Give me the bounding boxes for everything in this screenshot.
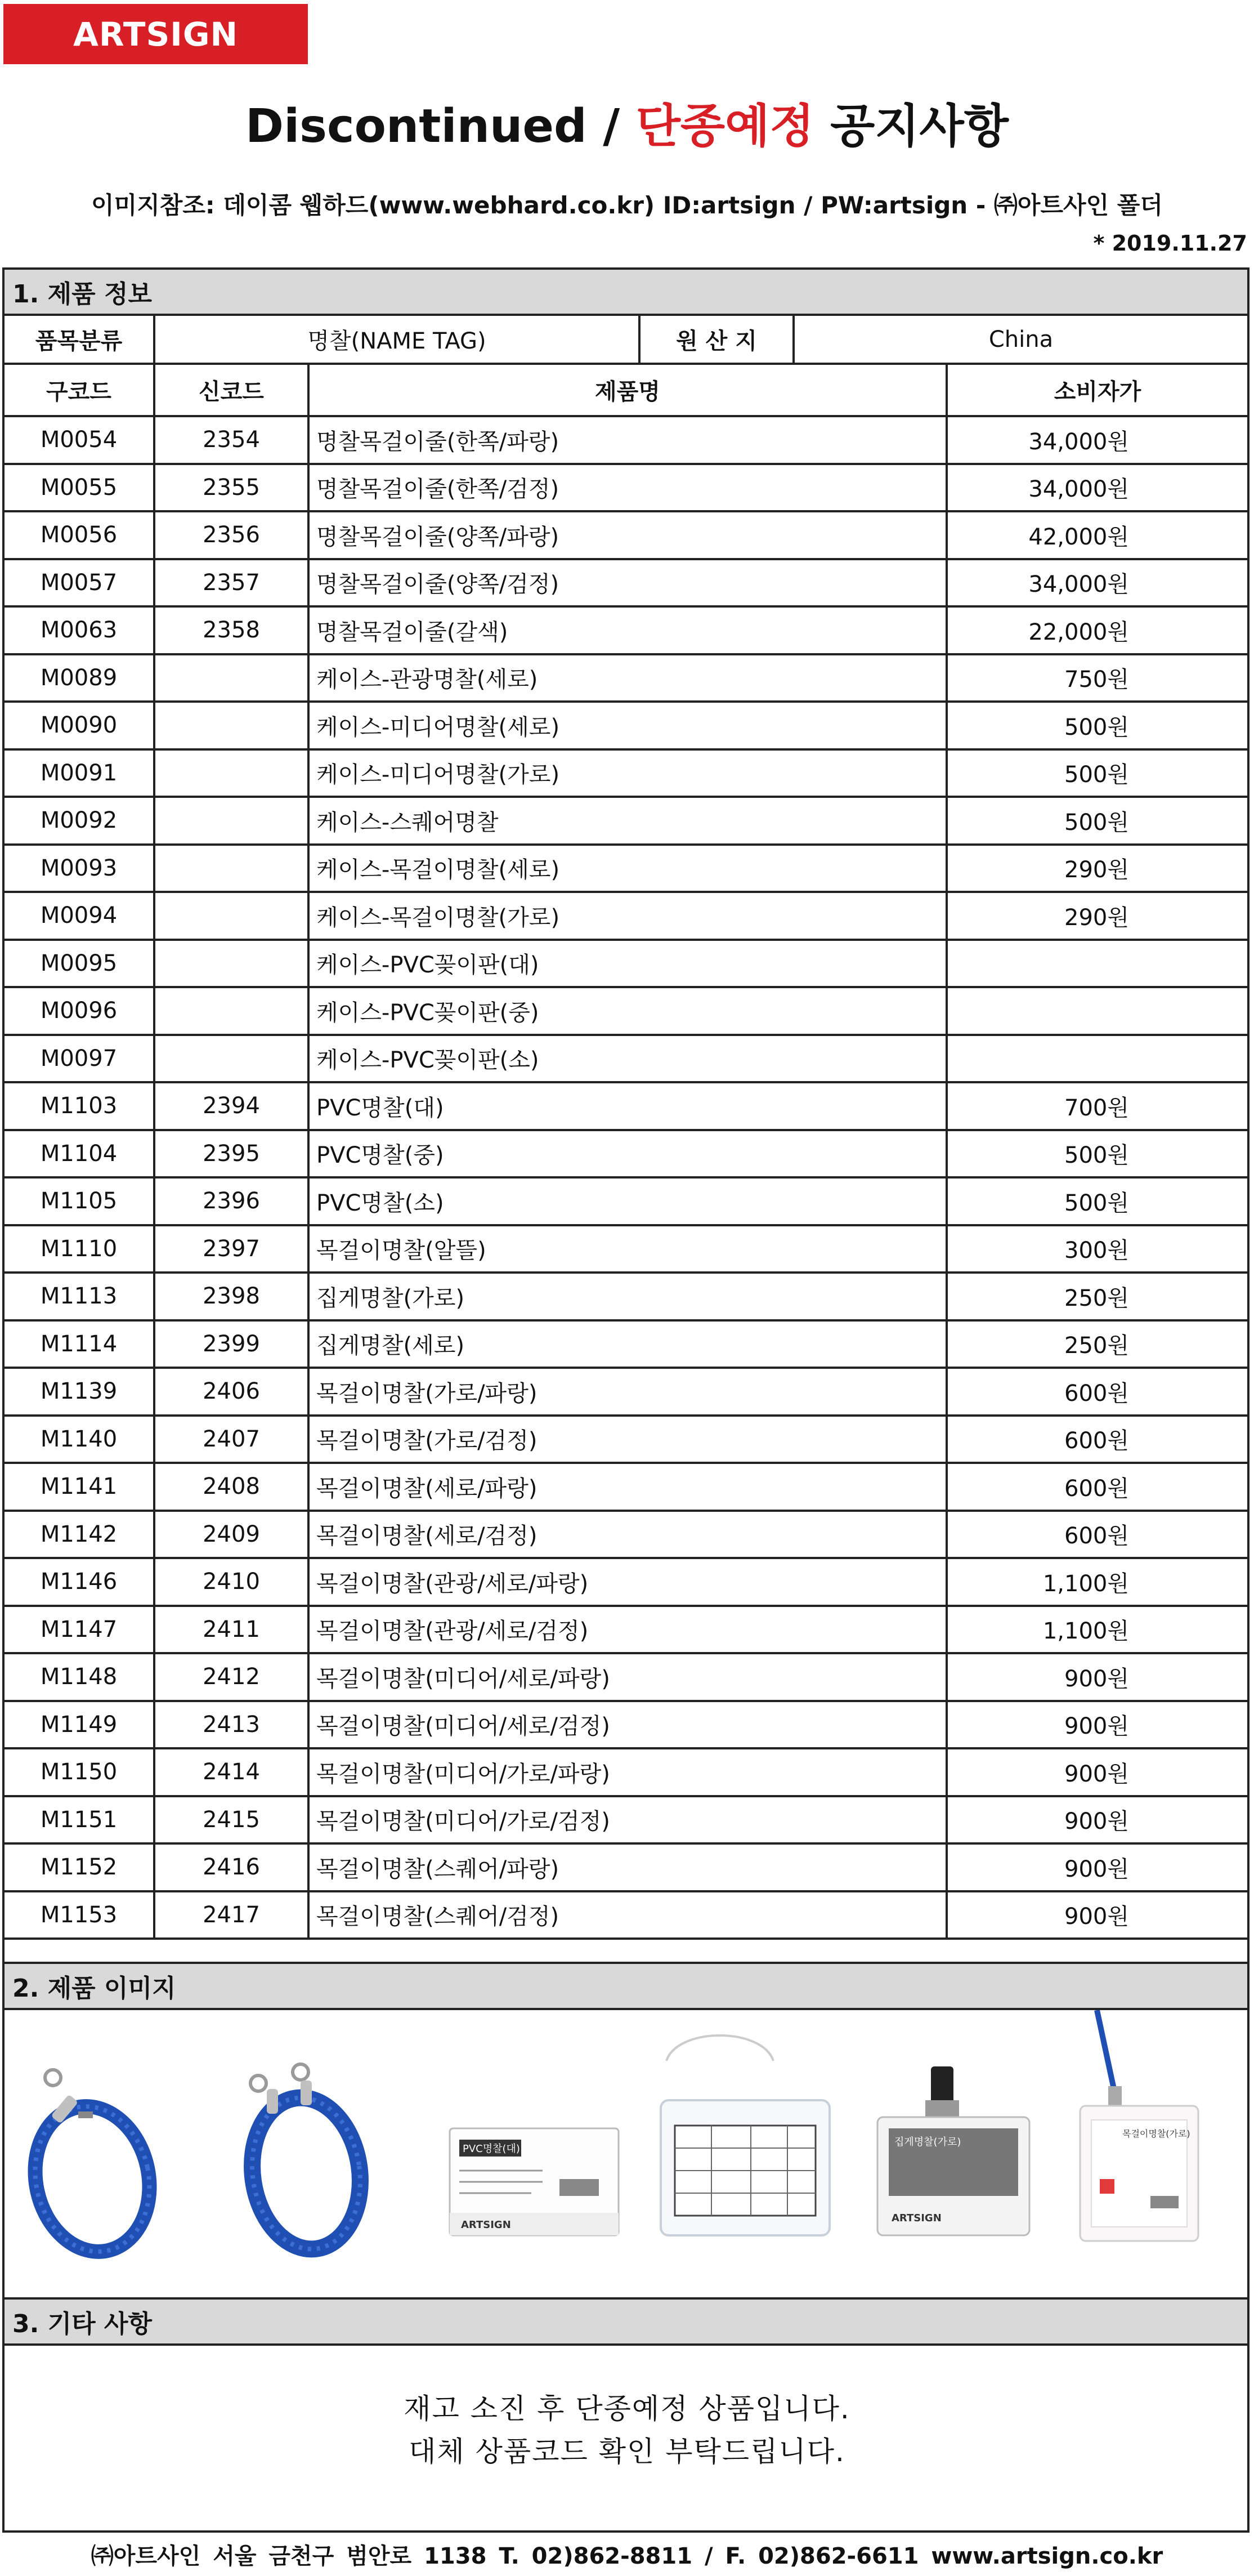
table-row <box>2 1417 1249 1465</box>
table-row <box>2 465 1249 513</box>
product-name-cell: 명찰목걸이줄(양쪽/검정) <box>310 560 948 608</box>
new-code-cell <box>155 798 310 846</box>
pvc-tag-brand: ARTSIGN <box>461 2219 511 2231</box>
retail-price-cell: 1,100원 <box>948 1559 1249 1607</box>
new-code-cell <box>155 751 310 798</box>
retail-price-cell: 900원 <box>948 1892 1249 1940</box>
retail-price-cell: 500원 <box>948 703 1249 751</box>
product-name-cell: 목걸이명찰(알뜰) <box>310 1226 948 1274</box>
table-row <box>2 1702 1249 1750</box>
new-code-cell: 2356 <box>155 512 310 560</box>
table-row <box>2 1083 1249 1131</box>
table-row <box>2 655 1249 703</box>
retail-price-cell: 900원 <box>948 1749 1249 1797</box>
clip-tag-label: 집게명찰(가로) <box>894 2136 961 2148</box>
clear-pvc-holder-icon <box>661 2035 830 2235</box>
old-code-cell: M1110 <box>2 1226 155 1274</box>
table-row <box>2 512 1249 560</box>
new-code-cell: 2398 <box>155 1274 310 1322</box>
new-code-cell: 2394 <box>155 1083 310 1131</box>
retail-price-cell: 500원 <box>948 1178 1249 1226</box>
product-name-cell: 목걸이명찰(세로/검정) <box>310 1512 948 1560</box>
new-code-cell: 2413 <box>155 1702 310 1750</box>
old-code-cell: M1139 <box>2 1369 155 1417</box>
old-code-cell: M0096 <box>2 988 155 1036</box>
new-code-cell: 2406 <box>155 1369 310 1417</box>
retail-price-cell: 600원 <box>948 1512 1249 1560</box>
old-code-cell: M1114 <box>2 1322 155 1369</box>
notice-line-2: 대체 상품코드 확인 부탁드립니다. <box>409 2435 845 2468</box>
old-code-cell: M1105 <box>2 1178 155 1226</box>
product-name-cell: 집게명찰(세로) <box>310 1322 948 1369</box>
retail-price-cell: 34,000원 <box>948 417 1249 465</box>
old-code-cell: M1148 <box>2 1654 155 1702</box>
product-name-cell: PVC명찰(중) <box>310 1131 948 1179</box>
new-code-cell: 2354 <box>155 417 310 465</box>
old-code-cell: M0057 <box>2 560 155 608</box>
new-code-cell: 2416 <box>155 1845 310 1892</box>
retail-price-cell: 600원 <box>948 1464 1249 1512</box>
table-row <box>2 1322 1249 1369</box>
clip-name-tag-icon <box>877 2066 1029 2235</box>
new-code-cell <box>155 988 310 1036</box>
product-name-cell: 목걸이명찰(미디어/가로/검정) <box>310 1797 948 1845</box>
table-row <box>2 703 1249 751</box>
product-name-cell: 목걸이명찰(스퀘어/검정) <box>310 1892 948 1940</box>
notice-date: * 2019.11.27 <box>1093 231 1247 256</box>
product-name-cell: 목걸이명찰(관광/세로/검정) <box>310 1607 948 1655</box>
new-code-cell: 2397 <box>155 1226 310 1274</box>
retail-price-cell: 34,000원 <box>948 560 1249 608</box>
retail-price-cell: 900원 <box>948 1845 1249 1892</box>
badge-with-lanyard-icon <box>1080 2010 1198 2241</box>
retail-price-cell: 250원 <box>948 1274 1249 1322</box>
new-code-cell <box>155 893 310 941</box>
new-code-cell: 2355 <box>155 465 310 513</box>
table-row <box>2 1178 1249 1226</box>
new-code-cell: 2409 <box>155 1512 310 1560</box>
old-code-cell: M1151 <box>2 1797 155 1845</box>
retail-price-cell: 290원 <box>948 846 1249 894</box>
old-code-cell: M0091 <box>2 751 155 798</box>
table-row <box>2 1226 1249 1274</box>
table-row <box>2 1274 1249 1322</box>
pvc-tag-label: PVC명찰(대) <box>463 2143 520 2155</box>
product-name-cell: 케이스-목걸이명찰(가로) <box>310 893 948 941</box>
product-name-cell: 명찰목걸이줄(한쪽/파랑) <box>310 417 948 465</box>
header-product-name: 제품명 <box>310 365 948 417</box>
product-name-cell: 목걸이명찰(미디어/가로/파랑) <box>310 1749 948 1797</box>
product-name-cell: 케이스-목걸이명찰(세로) <box>310 846 948 894</box>
product-name-cell: 목걸이명찰(가로/검정) <box>310 1417 948 1465</box>
product-name-cell: 목걸이명찰(가로/파랑) <box>310 1369 948 1417</box>
old-code-cell: M1103 <box>2 1083 155 1131</box>
section-product-info-header: 1. 제품 정보 <box>2 267 1249 316</box>
table-row <box>2 1131 1249 1179</box>
old-code-cell: M1152 <box>2 1845 155 1892</box>
new-code-cell <box>155 1036 310 1084</box>
retail-price-cell: 42,000원 <box>948 512 1249 560</box>
table-row <box>2 1797 1249 1845</box>
product-name-cell: 케이스-미디어명찰(가로) <box>310 751 948 798</box>
retail-price-cell: 34,000원 <box>948 465 1249 513</box>
notice-line-1: 재고 소진 후 단종예정 상품입니다. <box>404 2392 850 2425</box>
product-name-cell: 케이스-관광명찰(세로) <box>310 655 948 703</box>
old-code-cell: M0093 <box>2 846 155 894</box>
product-name-cell: 목걸이명찰(미디어/세로/검정) <box>310 1702 948 1750</box>
retail-price-cell <box>948 1036 1249 1084</box>
old-code-cell: M1140 <box>2 1417 155 1465</box>
table-row <box>2 1036 1249 1084</box>
title-english: Discontinued / <box>245 100 636 153</box>
page-title <box>0 93 1254 160</box>
new-code-cell: 2358 <box>155 608 310 655</box>
table-row <box>2 1654 1249 1702</box>
title-discontinued-red: 단종예정 <box>635 100 814 153</box>
header-new-code: 신코드 <box>155 365 310 417</box>
retail-price-cell: 250원 <box>948 1322 1249 1369</box>
table-row <box>2 1559 1249 1607</box>
origin-value: China <box>795 316 1249 365</box>
new-code-cell: 2414 <box>155 1749 310 1797</box>
old-code-cell: M1141 <box>2 1464 155 1512</box>
table-row <box>2 1892 1249 1940</box>
table-row <box>2 1512 1249 1560</box>
product-name-cell: 케이스-PVC꽂이판(중) <box>310 988 948 1036</box>
table-row <box>2 751 1249 798</box>
origin-label: 원 산 지 <box>641 316 795 365</box>
new-code-cell <box>155 655 310 703</box>
old-code-cell: M1113 <box>2 1274 155 1322</box>
table-row <box>2 1845 1249 1892</box>
retail-price-cell: 22,000원 <box>948 608 1249 655</box>
blue-lanyard-single-icon <box>22 2070 163 2262</box>
retail-price-cell: 500원 <box>948 798 1249 846</box>
old-code-cell: M0054 <box>2 417 155 465</box>
retail-price-cell: 1,100원 <box>948 1607 1249 1655</box>
table-row <box>2 1749 1249 1797</box>
blue-lanyard-double-icon <box>243 2064 370 2256</box>
table-row <box>2 893 1249 941</box>
retail-price-cell <box>948 941 1249 989</box>
new-code-cell <box>155 703 310 751</box>
retail-price-cell <box>948 988 1249 1036</box>
clip-tag-brand: ARTSIGN <box>892 2212 942 2224</box>
table-row <box>2 608 1249 655</box>
old-code-cell: M1142 <box>2 1512 155 1560</box>
retail-price-cell: 500원 <box>948 751 1249 798</box>
product-name-cell: 목걸이명찰(스퀘어/파랑) <box>310 1845 948 1892</box>
old-code-cell: M0056 <box>2 512 155 560</box>
old-code-cell: M1146 <box>2 1559 155 1607</box>
pvc-name-tag-icon <box>450 2128 619 2235</box>
product-name-cell: PVC명찰(대) <box>310 1083 948 1131</box>
table-row <box>2 941 1249 989</box>
new-code-cell: 2415 <box>155 1797 310 1845</box>
old-code-cell: M1150 <box>2 1749 155 1797</box>
old-code-cell: M0097 <box>2 1036 155 1084</box>
new-code-cell: 2399 <box>155 1322 310 1369</box>
product-name-cell: PVC명찰(소) <box>310 1178 948 1226</box>
table-row <box>2 417 1249 465</box>
old-code-cell: M1153 <box>2 1892 155 1940</box>
table-row <box>2 988 1249 1036</box>
product-name-cell: 목걸이명찰(미디어/세로/파랑) <box>310 1654 948 1702</box>
table-row <box>2 1369 1249 1417</box>
section-other-notes-header: 3. 기타 사항 <box>2 2297 1249 2346</box>
product-name-cell: 목걸이명찰(관광/세로/파랑) <box>310 1559 948 1607</box>
old-code-cell: M1149 <box>2 1702 155 1750</box>
header-old-code: 구코드 <box>2 365 155 417</box>
retail-price-cell: 600원 <box>948 1417 1249 1465</box>
retail-price-cell: 900원 <box>948 1654 1249 1702</box>
product-name-cell: 케이스-미디어명찰(세로) <box>310 703 948 751</box>
old-code-cell: M0055 <box>2 465 155 513</box>
retail-price-cell: 750원 <box>948 655 1249 703</box>
old-code-cell: M0063 <box>2 608 155 655</box>
category-value: 명찰(NAME TAG) <box>155 316 641 365</box>
old-code-cell: M1104 <box>2 1131 155 1179</box>
image-reference-note: 이미지참조: 데이콤 웹하드(www.webhard.co.kr) ID:artsign / PW:artsign - ㈜아트사인 폴더 <box>91 191 1163 219</box>
old-code-cell: M0092 <box>2 798 155 846</box>
new-code-cell: 2412 <box>155 1654 310 1702</box>
old-code-cell: M1147 <box>2 1607 155 1655</box>
table-row <box>2 1607 1249 1655</box>
new-code-cell: 2417 <box>155 1892 310 1940</box>
header-retail-price: 소비자가 <box>948 365 1249 417</box>
old-code-cell: M0094 <box>2 893 155 941</box>
product-name-cell: 목걸이명찰(세로/파랑) <box>310 1464 948 1512</box>
product-name-cell: 케이스-PVC꽂이판(소) <box>310 1036 948 1084</box>
category-row <box>2 316 1249 365</box>
table-row <box>2 846 1249 894</box>
table-row <box>2 560 1249 608</box>
new-code-cell <box>155 846 310 894</box>
retail-price-cell: 900원 <box>948 1797 1249 1845</box>
product-name-cell: 명찰목걸이줄(양쪽/파랑) <box>310 512 948 560</box>
new-code-cell: 2395 <box>155 1131 310 1179</box>
table-header-row <box>2 365 1249 417</box>
product-name-cell: 케이스-PVC꽂이판(대) <box>310 941 948 989</box>
retail-price-cell: 900원 <box>948 1702 1249 1750</box>
old-code-cell: M0089 <box>2 655 155 703</box>
old-code-cell: M0095 <box>2 941 155 989</box>
product-name-cell: 명찰목걸이줄(갈색) <box>310 608 948 655</box>
new-code-cell: 2407 <box>155 1417 310 1465</box>
retail-price-cell: 290원 <box>948 893 1249 941</box>
discontinued-notice <box>0 2387 1254 2473</box>
new-code-cell <box>155 941 310 989</box>
badge-tag-label: 목걸이명찰(가로) <box>1122 2128 1190 2139</box>
old-code-cell: M0090 <box>2 703 155 751</box>
table-row <box>2 1464 1249 1512</box>
new-code-cell: 2408 <box>155 1464 310 1512</box>
product-name-cell: 케이스-스퀘어명찰 <box>310 798 948 846</box>
product-name-cell: 명찰목걸이줄(한쪽/검정) <box>310 465 948 513</box>
retail-price-cell: 700원 <box>948 1083 1249 1131</box>
retail-price-cell: 600원 <box>948 1369 1249 1417</box>
retail-price-cell: 500원 <box>948 1131 1249 1179</box>
new-code-cell: 2410 <box>155 1559 310 1607</box>
new-code-cell: 2411 <box>155 1607 310 1655</box>
title-notice: 공지사항 <box>814 100 1009 153</box>
section-product-images-header: 2. 제품 이미지 <box>2 1962 1249 2010</box>
category-label: 품목분류 <box>2 316 155 365</box>
new-code-cell: 2357 <box>155 560 310 608</box>
product-name-cell: 집게명찰(가로) <box>310 1274 948 1322</box>
new-code-cell: 2396 <box>155 1178 310 1226</box>
table-row <box>2 798 1249 846</box>
company-footer: ㈜아트사인 서울 금천구 범안로 1138 T. 02)862-8811 / F. 02)862-6611 www.artsign.co.kr <box>91 2543 1163 2569</box>
product-images-svg <box>2 2010 1249 2297</box>
product-images-area <box>2 2010 1249 2297</box>
retail-price-cell: 300원 <box>948 1226 1249 1274</box>
artsign-logo: ARTSIGN <box>3 4 308 64</box>
